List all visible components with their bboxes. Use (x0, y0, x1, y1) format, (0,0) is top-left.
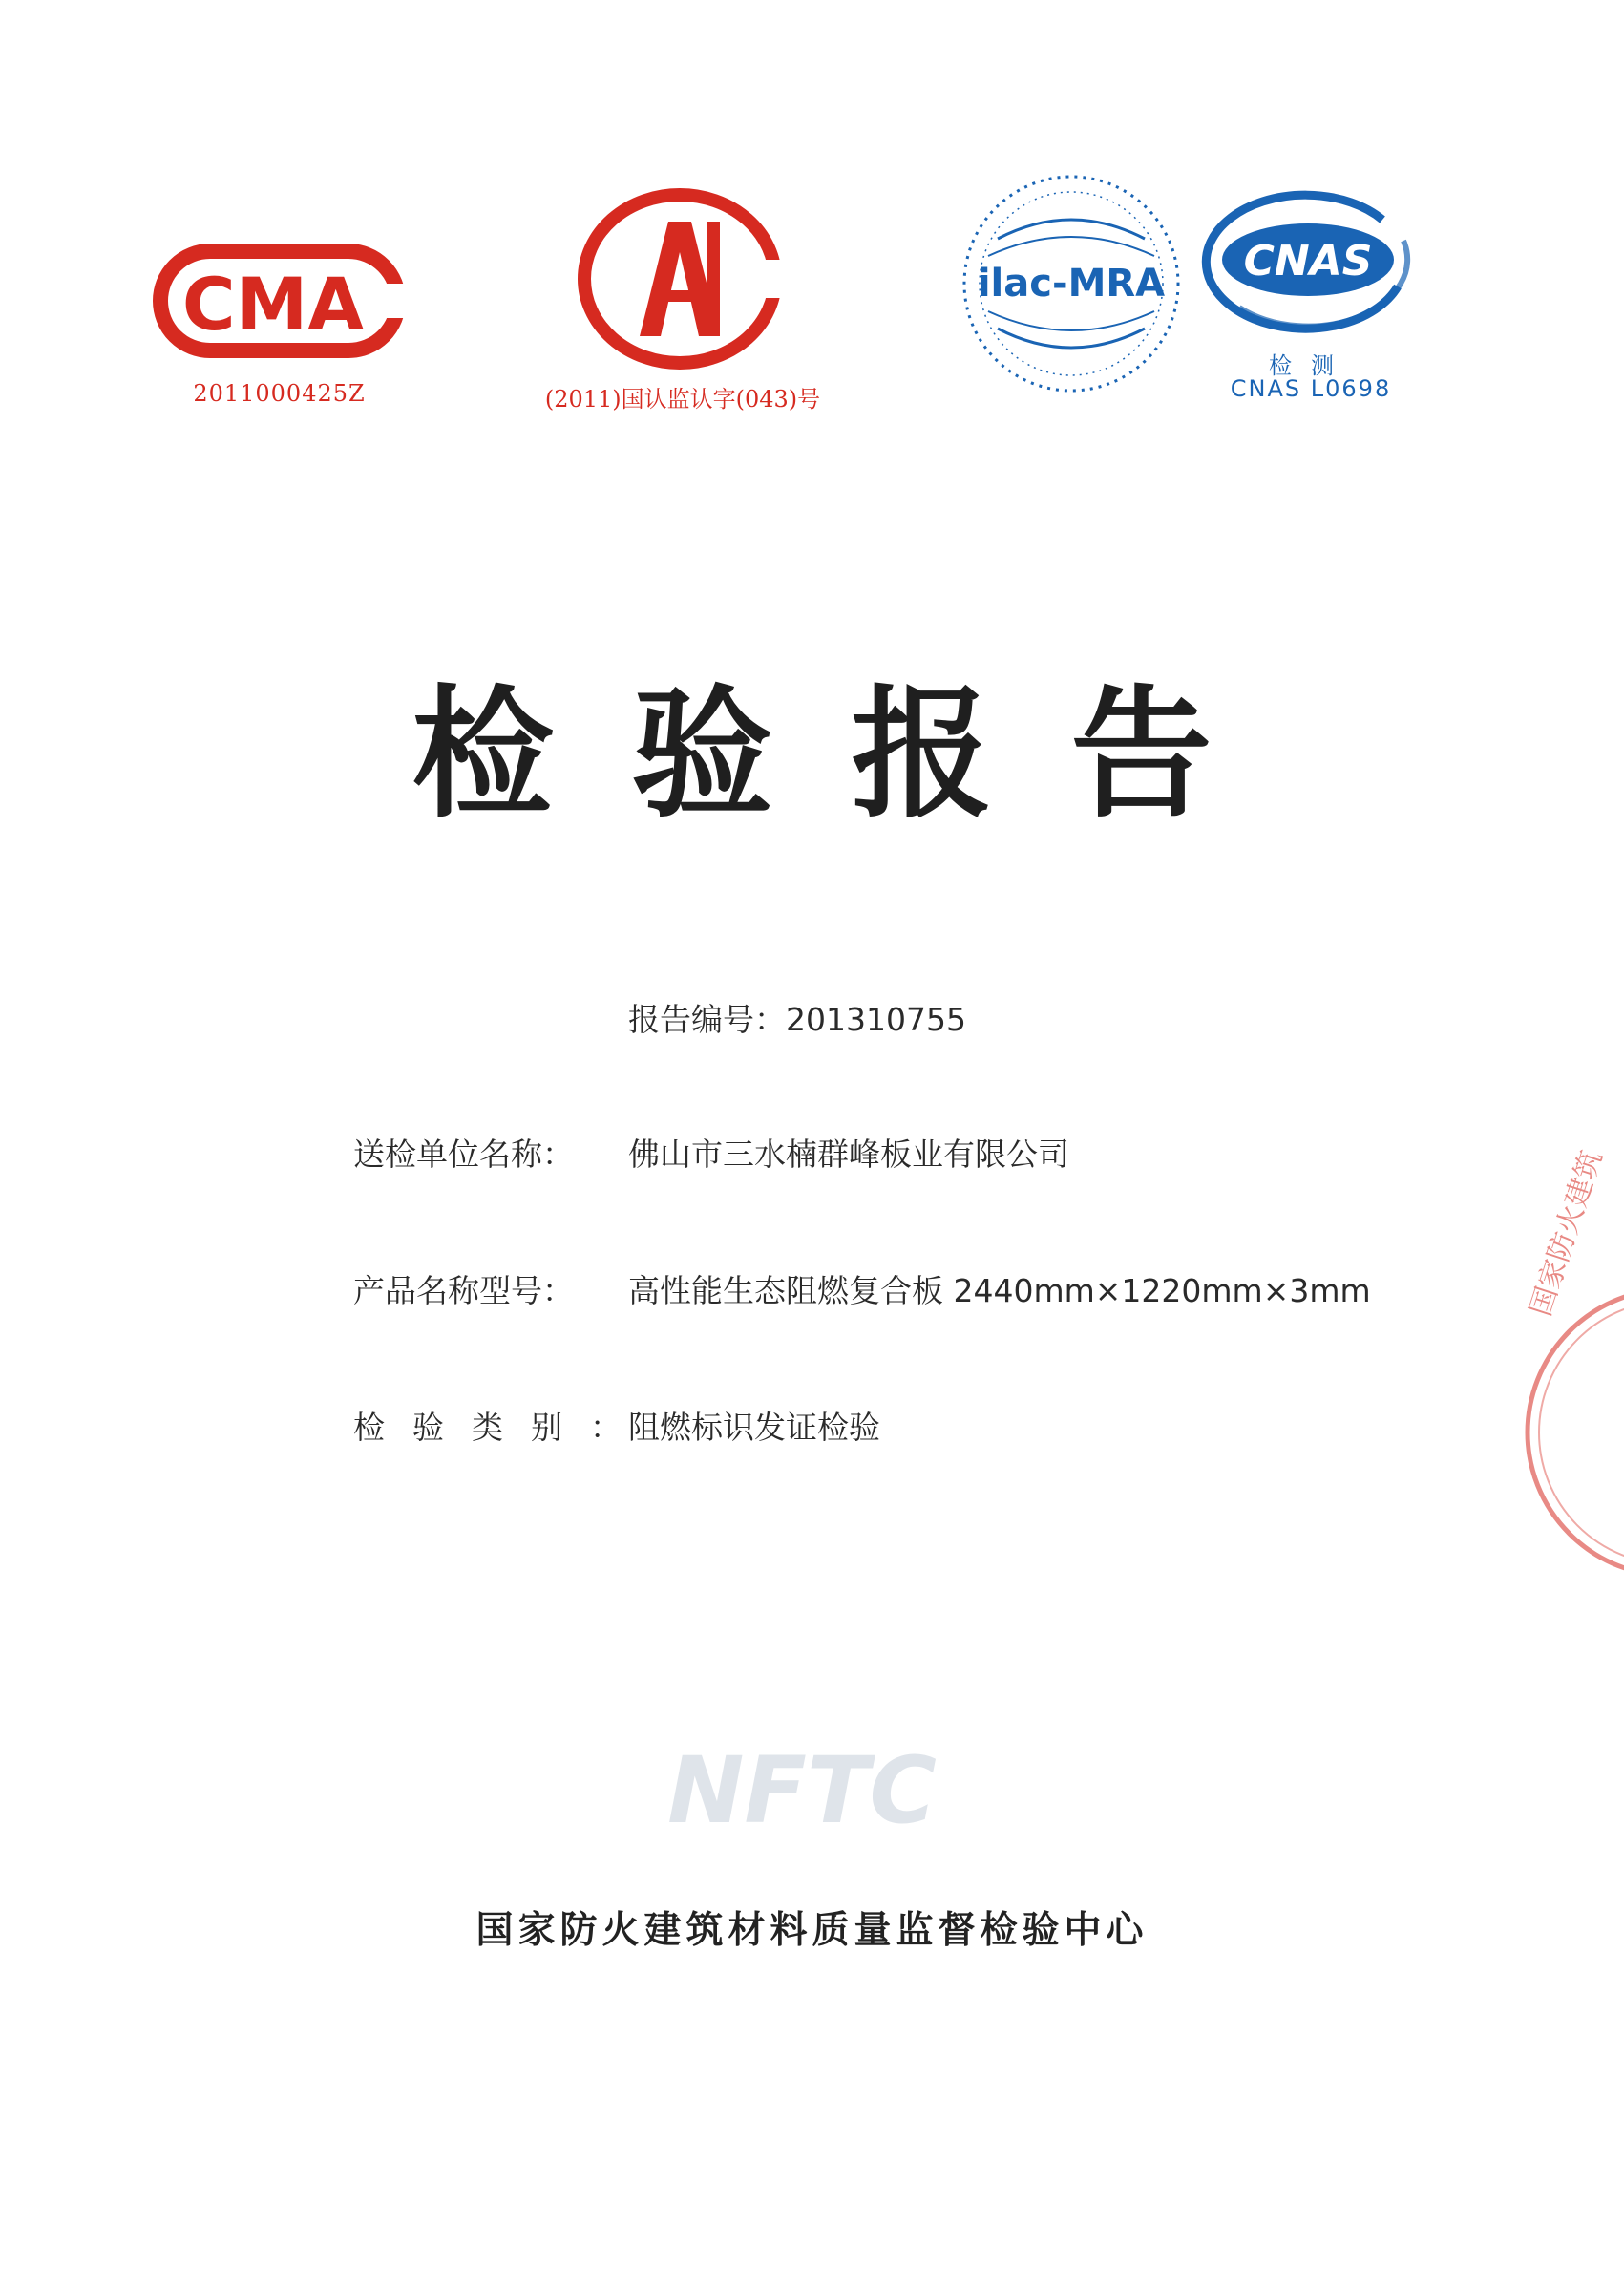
product-model-value: 高性能生态阻燃复合板 2440mm×1220mm×3mm (628, 1272, 1371, 1309)
client-name-value: 佛山市三水楠群峰板业有限公司 (628, 1135, 1069, 1173)
seal-text: 国家防火建筑 (1524, 1146, 1610, 1321)
cnas-logo (1201, 181, 1421, 334)
cal-certificate-number: (2011)国认监认字(043)号 (544, 386, 821, 413)
inspection-type-value: 阻燃标识发证检验 (628, 1409, 880, 1446)
report-number (628, 995, 966, 1040)
nftc-watermark (640, 1738, 964, 1843)
report-number-label: 报告编号： (628, 1001, 786, 1038)
cnas-accreditation-id: CNAS L0698 (1230, 375, 1392, 402)
issuing-organization: 国家防火建筑材料质量监督检验中心 (475, 1909, 1149, 1952)
cnas-mark-text: CNAS (1243, 237, 1373, 286)
cma-logo (153, 224, 406, 377)
cma-mark-text: CMA (181, 262, 365, 347)
cma-certificate-number: 2011000425Z (193, 380, 366, 407)
product-model-label: 产品名称型号： (353, 1272, 574, 1309)
ilac-mark-text: ilac-MRA (977, 262, 1166, 306)
red-seal-fragment (1489, 1146, 1624, 1624)
cnas-sub-label: 检测 (1269, 352, 1353, 379)
client-name-label: 送检单位名称： (353, 1135, 574, 1173)
ilac-mra-logo (960, 172, 1184, 396)
inspection-type-label: 检验类别： (353, 1409, 649, 1446)
report-number-value: 201310755 (786, 1001, 966, 1038)
page-title: 检验报告 (411, 672, 1291, 837)
cal-logo (573, 183, 788, 374)
nftc-watermark-text: NFTC (667, 1737, 937, 1844)
